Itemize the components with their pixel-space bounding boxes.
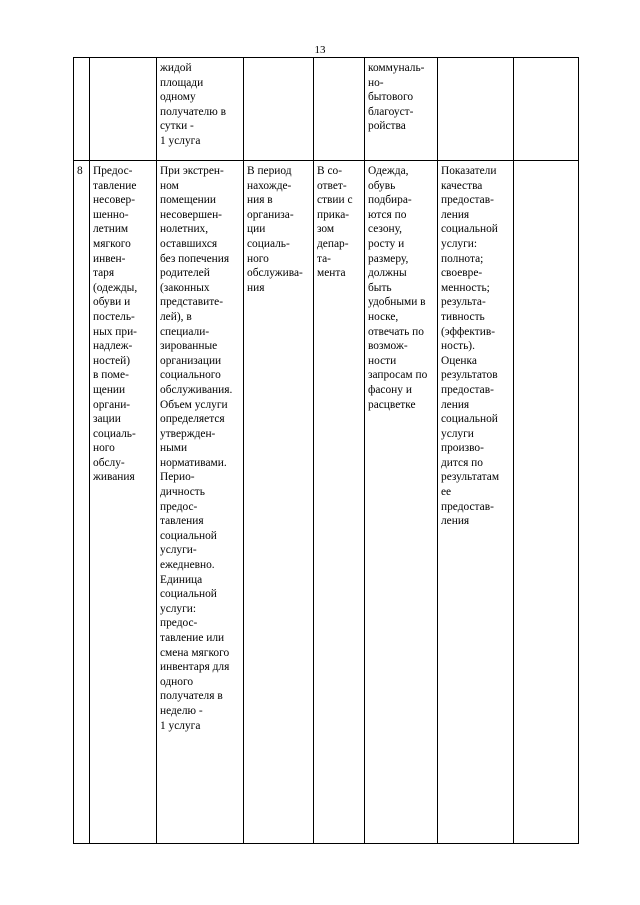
cell-service-timing: В период нахожде- ния в организа- ции социаль- ного обслужива- ния [244,161,314,844]
cell-index [74,58,90,161]
cell-service-conditions: Одежда, обувь подбира- ются по сезону, росту и размеру, должны быть удобными в носке, отвечать по возмож- ности запросам по фасону и расцветке [365,161,438,844]
cell-index: 8 [74,161,90,844]
cell-service-description: При экстрен- ном помещении несовершен- нолетних, оставшихся без попечения родителей (законных представите- лей), в специали- зированные организации социального обслуживания. Объем услуги определяется утвержден- ными нормативами. Перио- дичность предос- тавления социальной услуги- ежедневно. Единица социальной услуги: предос- тавление или смена мягкого инвентаря для одного получателя в неделю - 1 услуга [157,161,244,844]
cell-quality-indicators: Показатели качества предостав- ления социальной услуги: полнота; своевре- менность; результа- тивность (эффектив- ность). Оценка результатов предостав- ления социальной услуги произво- дится по результатам ее предостав- ления [438,161,514,844]
cell-service-name [90,58,157,161]
cell-service-name: Предос- тавление несовер- шенно- летним мягкого инвен- таря (одежды, обуви и постель- ных при- надлеж- ностей) в помe- щении органи- зации социаль- ного обслу- живания [90,161,157,844]
page-number: 13 [314,44,326,56]
cell-quality-indicators [438,58,514,161]
table-row [74,58,579,161]
cell-service-basis [314,58,365,161]
cell-service-conditions: коммуналь- но- бытового благоуст- ройства [365,58,438,161]
cell-service-basis: В со- ответ- ствии с прика- зом депар- та- мента [314,161,365,844]
cell-service-timing [244,58,314,161]
cell-extra [514,58,579,161]
table-row [74,161,579,844]
cell-service-description: жидой площади одному получателю в сутки - 1 услуга [157,58,244,161]
services-table [73,57,579,844]
cell-extra [514,161,579,844]
